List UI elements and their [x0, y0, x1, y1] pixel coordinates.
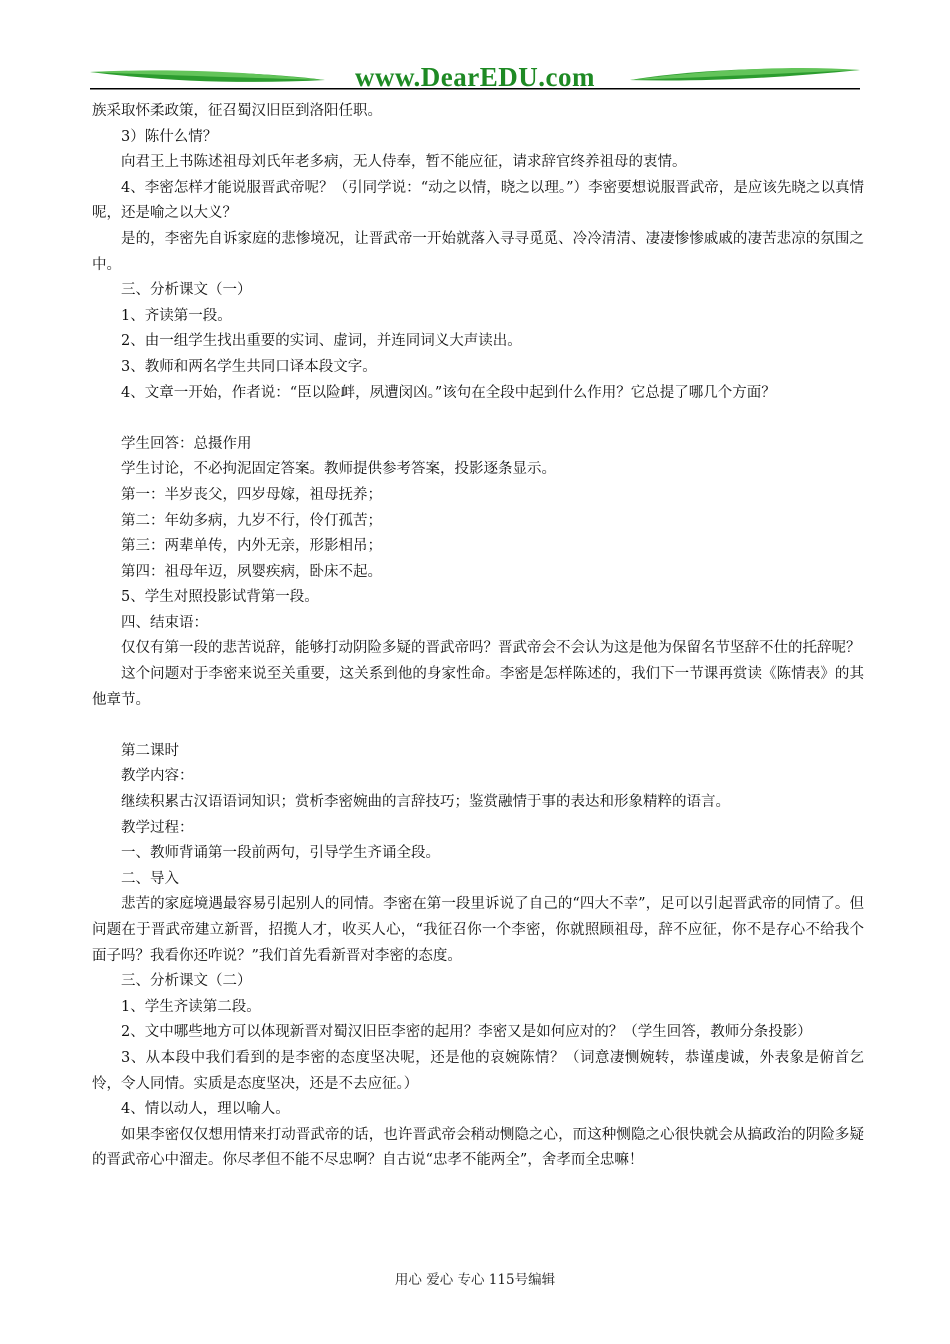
list-item: 第二：年幼多病，九岁不行，伶仃孤苦；	[121, 512, 382, 529]
paragraph: 仅仅有第一段的悲苦说辞，能够打动阴险多疑的晋武帝吗？晋武帝会不会认为这是他为保留名节坚辞不仕的托辞呢？	[121, 640, 861, 657]
paragraph: 学生回答：总摄作用	[121, 435, 252, 452]
paragraph: 族采取怀柔政策，征召蜀汉旧臣到洛阳任职。	[92, 103, 382, 119]
list-item: 第三：两辈单传，内外无亲，形影相吊；	[121, 538, 382, 555]
paragraph: 5、学生对照投影试背第一段。	[121, 589, 319, 606]
paragraph: 4、情以动人，理以喻人。	[121, 1101, 290, 1118]
paragraph: 4、文章一开始，作者说：“臣以险衅，夙遭闵凶。”该句在全段中起到什么作用？它总提了哪几个方面？	[121, 384, 776, 401]
paragraph: 一、教师背诵第一段前两句，引导学生齐诵全段。	[121, 845, 440, 862]
paragraph: 1、齐读第一段。	[121, 307, 232, 324]
section-heading: 二、导入	[121, 870, 179, 887]
paragraph: 学生讨论，不必拘泥固定答案。教师提供参考答案，投影逐条显示。	[121, 461, 556, 478]
paragraph: 2、文中哪些地方可以体现新晋对蜀汉旧臣李密的起用？李密又是如何应对的？（学生回答，教师分条投影）	[121, 1024, 812, 1041]
document-body	[92, 99, 864, 1174]
site-logo-text: www.DearEDU.com	[355, 62, 595, 92]
list-item: 第一：半岁丧父，四岁母嫁，祖母抚养；	[121, 486, 382, 503]
section-heading: 第二课时	[121, 742, 179, 759]
list-item: 第四：祖母年迈，夙婴疾病，卧床不起。	[121, 563, 382, 580]
paragraph: 继续积累古汉语语词知识；赏析李密婉曲的言辞技巧；鉴赏融情于事的表达和形象精粹的语言。	[121, 794, 730, 811]
site-header-banner	[90, 60, 860, 96]
paragraph: 2、由一组学生找出重要的实词、虚词，并连同词义大声读出。	[121, 333, 522, 350]
paragraph: 教学内容：	[121, 768, 194, 785]
paragraph: 1、学生齐读第二段。	[121, 998, 261, 1015]
paragraph: 3、从本段中我们看到的是李密的态度坚决呢，还是他的哀婉陈情？（词意凄恻婉转，恭谨虔诚，外表象是俯首乞怜，令人同情。实质是态度坚决，还是不去应征。）	[92, 1049, 864, 1092]
paragraph: 向君王上书陈述祖母刘氏年老多病，无人侍奉，暂不能应征，请求辞官终养祖母的衷情。	[121, 154, 687, 171]
paragraph: 教学过程：	[121, 819, 194, 836]
page-footer: 用心 爱心 专心 115号编辑	[394, 1272, 556, 1288]
paragraph: 3）陈什么情？	[121, 128, 218, 145]
paragraph: 4、李密怎样才能说服晋武帝呢？（引同学说：“动之以情，晓之以理。”）李密要想说服晋武帝，是应该先晓之以真情呢，还是喻之以大义？	[92, 179, 864, 222]
section-heading: 四、结束语：	[121, 614, 208, 631]
paragraph: 悲苦的家庭境遇最容易引起别人的同情。李密在第一段里诉说了自己的“四大不幸”，足可以引起晋武帝的同情了。但问题在于晋武帝建立新晋，招揽人才，收买人心，“我征召你一个李密，你就照顾祖母，辞不应征，你不是存心不给我个面子吗？我看你还咋说？”我们首先看新晋对李密的态度。	[92, 896, 864, 964]
section-heading: 三、分析课文（二）	[121, 973, 252, 990]
paragraph: 是的，李密先自诉家庭的悲惨境况，让晋武帝一开始就落入寻寻觅觅、冷冷清清、凄凄惨惨戚戚的凄苦悲凉的氛围之中。	[92, 230, 864, 273]
paragraph: 如果李密仅仅想用情来打动晋武帝的话，也许晋武帝会稍动恻隐之心，而这种恻隐之心很快就会从搞政治的阴险多疑的晋武帝心中溜走。你尽孝但不能不尽忠啊？自古说“忠孝不能两全”，舍孝而全忠嘛！	[92, 1126, 864, 1169]
section-heading: 三、分析课文（一）	[121, 282, 252, 299]
paragraph: 3、教师和两名学生共同口译本段文字。	[121, 358, 377, 375]
paragraph: 这个问题对于李密来说至关重要，这关系到他的身家性命。李密是怎样陈述的，我们下一节课再赏读《陈情表》的其他章节。	[92, 666, 864, 708]
